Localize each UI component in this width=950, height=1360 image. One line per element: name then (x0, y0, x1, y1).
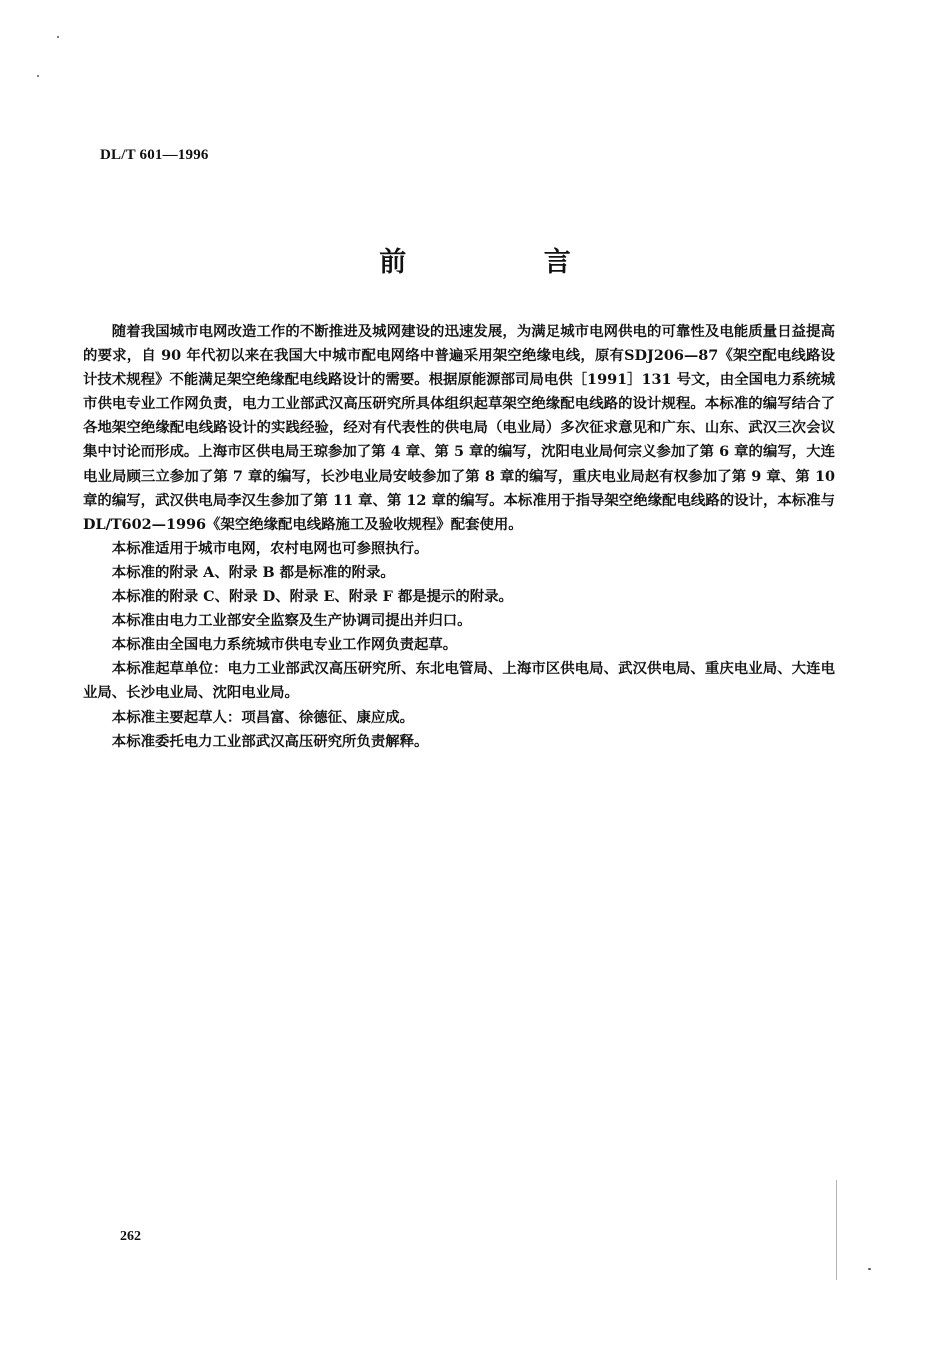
standard-code: DL/T 601—1996 (100, 147, 209, 163)
page-title: 前 言 (379, 247, 635, 278)
paragraph: 本标准的附录 A、附录 B 都是标准的附录。 (111, 563, 395, 581)
paragraph: 本标准起草单位：电力工业部武汉高压研究所、东北电管局、上海市区供电局、武汉供电局、重庆电业局、大连电业局、长沙电业局、沈阳电业局。 (83, 660, 835, 702)
paragraph: 本标准适用于城市电网，农村电网也可参照执行。 (111, 539, 429, 557)
paragraph: 本标准主要起草人：项昌富、徐德征、康应成。 (111, 708, 415, 726)
paragraph: 本标准由全国电力系统城市供电专业工作网负责起草。 (111, 636, 458, 654)
scan-speck (37, 75, 39, 77)
paragraph: 本标准委托电力工业部武汉高压研究所负责解释。 (111, 732, 429, 750)
paragraph: 本标准由电力工业部安全监察及生产协调司提出并归口。 (111, 612, 472, 630)
scan-speck (57, 36, 59, 38)
scan-margin-line (836, 1180, 837, 1280)
scan-speck (868, 1268, 871, 1270)
paragraph: 随着我国城市电网改造工作的不断推进及城网建设的迅速发展，为满足城市电网供电的可靠性及电能质量日益提高的要求，自 90 年代初以来在我国大中城市配电网络中普遍采用架空绝缘电线，原有SDJ206—87《架空配电线路设计技术规程》不能满足架空绝缘配电线路设计的需要。根据原能源部司局电供［1991］131 号文，由全国电力系统城市供电专业工作网负责，电力工业部武汉高压研究所具体组织起草架空绝缘配电线路的设计规程。本标准的编写结合了各地架空绝缘配电线路设计的实践经验，经对有代表性的供电局（电业局）多次征求意见和广东、山东、武汉三次会议集中讨论而形成。上海市区供电局王琼参加了第 4 章、第 5 章的编写，沈阳电业局何宗义参加了第 6 章的编写，大连电业局顾三立参加了第 7 章的编写，长沙电业局安岐参加了第 8 章的编写，重庆电业局赵有权参加了第 9 章、第 10 章的编写，武汉供电局李汉生参加了第 11 章、第 12 章的编写。本标准用于指导架空绝缘配电线路的设计，本标准与 DL/T602—1996《架空绝缘配电线路施工及验收规程》配套使用。 (83, 323, 835, 533)
page-number: 262 (120, 1229, 141, 1244)
paragraph: 本标准的附录 C、附录 D、附录 E、附录 F 都是提示的附录。 (111, 588, 513, 606)
foreword-body (83, 320, 835, 754)
